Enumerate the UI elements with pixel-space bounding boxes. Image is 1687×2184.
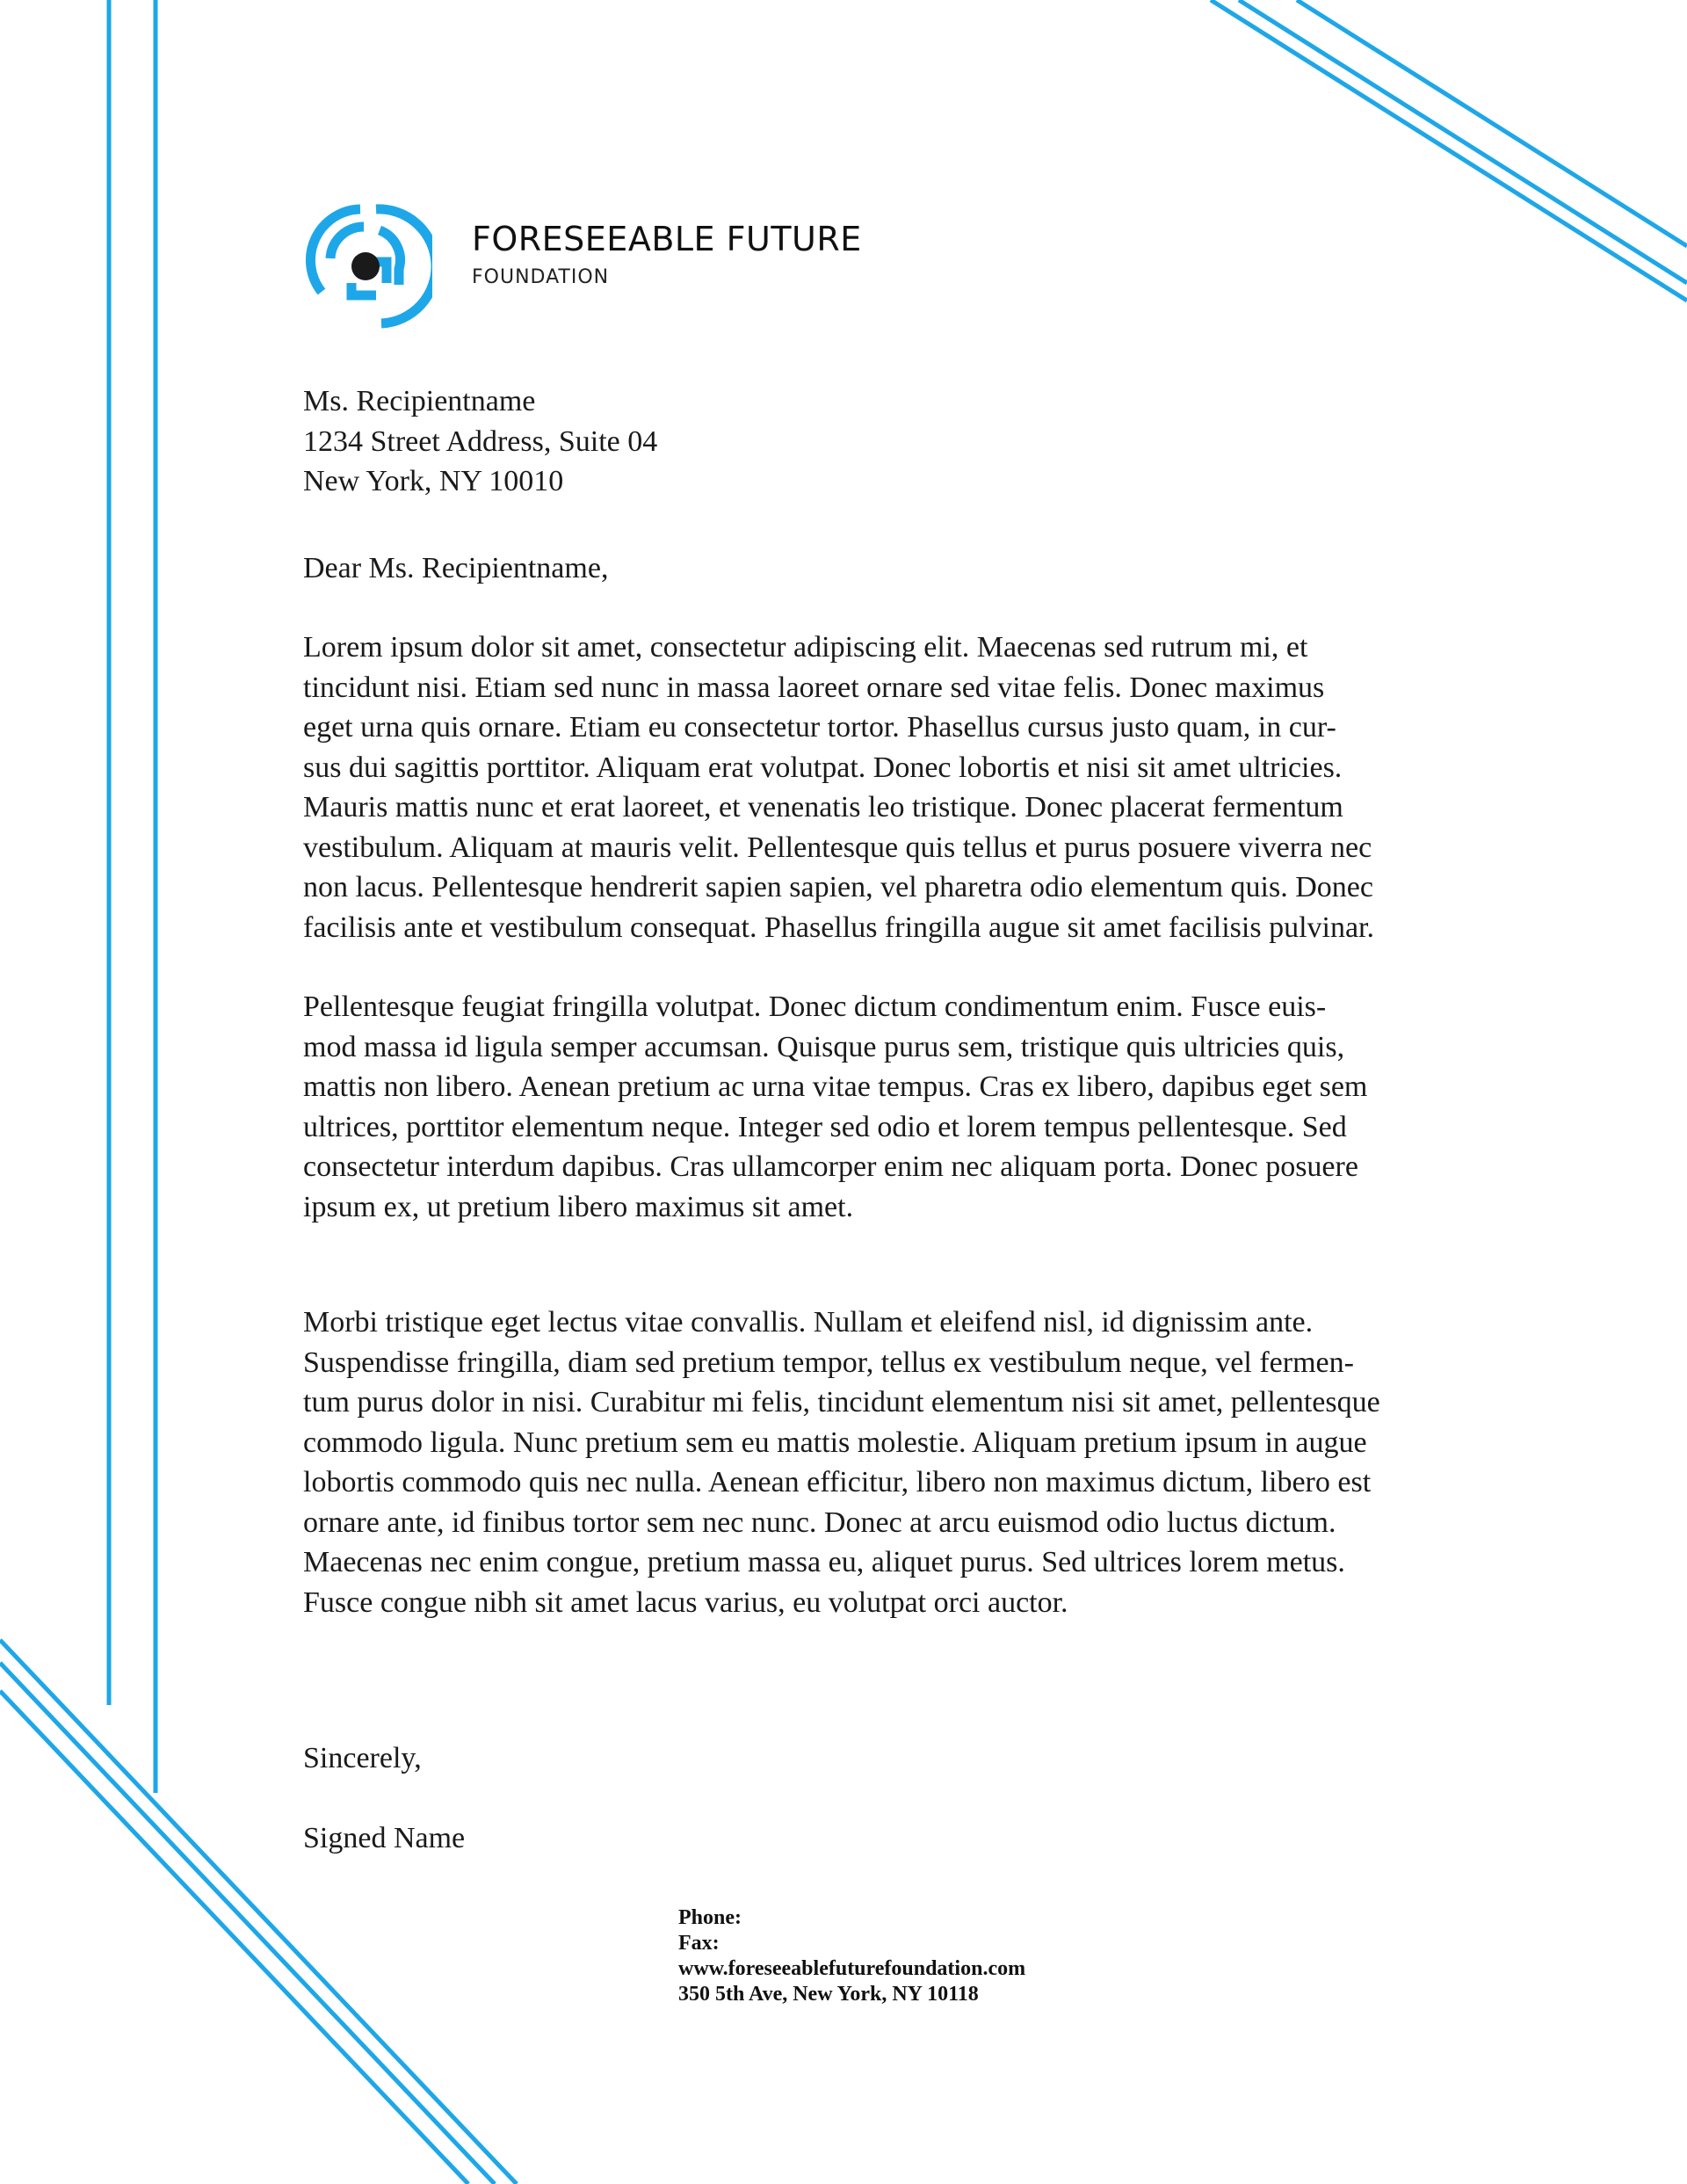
- paragraph-line: Fusce congue nibh sit amet lacus varius, eu volutpat orci auctor.: [303, 1585, 1068, 1619]
- paragraph-line: vestibulum. Aliquam at mauris velit. Pellentesque quis tellus et purus posuere viverra nec: [303, 831, 1372, 864]
- closing: Sincerely,: [303, 1742, 422, 1774]
- top-right-diagonal-1: [1211, 0, 1687, 301]
- body-paragraph-1: [303, 628, 1500, 947]
- paragraph-line: ultrices, porttitor elementum neque. Integer sed odio et lorem tempus pellentesque. Sed: [303, 1110, 1347, 1143]
- fax-label: Fax:: [678, 1932, 720, 1955]
- paragraph-line: sus dui sagittis porttitor. Aliquam erat volutpat. Donec lobortis et nisi sit amet ultricies.: [303, 751, 1343, 784]
- paragraph-line: Morbi tristique eget lectus vitae convallis. Nullam et eleifend nisl, id dignissim ante.: [303, 1306, 1314, 1339]
- bottom-left-diagonal-1: [0, 1640, 517, 2184]
- paragraph-line: mod massa id ligula semper accumsan. Quisque purus sem, tristique quis ultricies quis,: [303, 1030, 1345, 1063]
- body-paragraph-2: [303, 987, 1500, 1227]
- paragraph-line: non lacus. Pellentesque hendrerit sapien sapien, vel pharetra odio elementum quis. Donec: [303, 871, 1373, 903]
- website-text: www.foreseeablefuturefoundation.com: [678, 1957, 1026, 1980]
- paragraph-line: Pellentesque feugiat fringilla volutpat. Donec dictum condimentum enim. Fusce euis-: [303, 990, 1327, 1023]
- top-right-diagonal-2: [1239, 0, 1687, 283]
- paragraph-line: commodo ligula. Nunc pretium sem eu mattis molestie. Aliquam pretium ipsum in augue: [303, 1426, 1367, 1459]
- footer-address: 350 5th Ave, New York, NY 10118: [678, 1983, 979, 2006]
- paragraph-line: Suspendisse fringilla, diam sed pretium tempor, tellus ex vestibulum neque, vel fermen-: [303, 1346, 1354, 1379]
- signature-name: Signed Name: [303, 1822, 466, 1854]
- paragraph-line: eget urna quis ornare. Etiam eu consectetur tortor. Phasellus cursus justo quam, in cur-: [303, 711, 1336, 744]
- paragraph-line: tincidunt nisi. Etiam sed nunc in massa laoreet ornare sed vitae felis. Donec maximus: [303, 671, 1325, 704]
- contact-footer: [678, 1905, 1025, 2007]
- body-paragraph-3: [303, 1302, 1500, 1622]
- organization-subtitle: FOUNDATION: [472, 266, 610, 288]
- salutation: Dear Ms. Recipientname,: [303, 552, 609, 584]
- paragraph-line: ipsum ex, ut pretium libero maximus sit amet.: [303, 1190, 854, 1223]
- paragraph-line: Maecenas nec enim congue, pretium massa eu, aliquet purus. Sed ultrices lorem metus.: [303, 1546, 1345, 1578]
- phone-label: Phone:: [678, 1906, 742, 1929]
- paragraph-line: mattis non libero. Aenean pretium ac urna vitae tempus. Cras ex libero, dapibus eget sem: [303, 1070, 1368, 1103]
- paragraph-line: facilisis ante et vestibulum consequat. Phasellus fringilla augue sit amet facilisis pulvinar.: [303, 911, 1375, 944]
- organization-name: FORESEEABLE FUTURE: [472, 220, 862, 258]
- concentric-arc-logo-icon: [302, 199, 432, 329]
- recipient-name: Ms. Recipientname: [303, 385, 536, 417]
- recipient-street: 1234 Street Address, Suite 04: [303, 424, 658, 458]
- top-right-diagonal-3: [1297, 0, 1687, 246]
- paragraph-line: Mauris mattis nunc et erat laoreet, et venenatis leo tristique. Donec placerat fermentum: [303, 791, 1343, 824]
- paragraph-line: Lorem ipsum dolor sit amet, consectetur adipiscing elit. Maecenas sed rutrum mi, et: [303, 631, 1308, 664]
- paragraph-line: lobortis commodo quis nec nulla. Aenean efficitur, libero non maximus dictum, libero est: [303, 1466, 1372, 1498]
- recipient-address: [303, 381, 657, 502]
- paragraph-line: tum purus dolor in nisi. Curabitur mi felis, tincidunt elementum nisi sit amet, pellentesque: [303, 1386, 1380, 1419]
- paragraph-line: consectetur interdum dapibus. Cras ullamcorper enim nec aliquam porta. Donec posuere: [303, 1150, 1358, 1183]
- paragraph-line: ornare ante, id finibus tortor sem nec nunc. Donec at arcu euismod odio luctus dictum.: [303, 1506, 1336, 1539]
- recipient-city: New York, NY 10010: [303, 465, 564, 497]
